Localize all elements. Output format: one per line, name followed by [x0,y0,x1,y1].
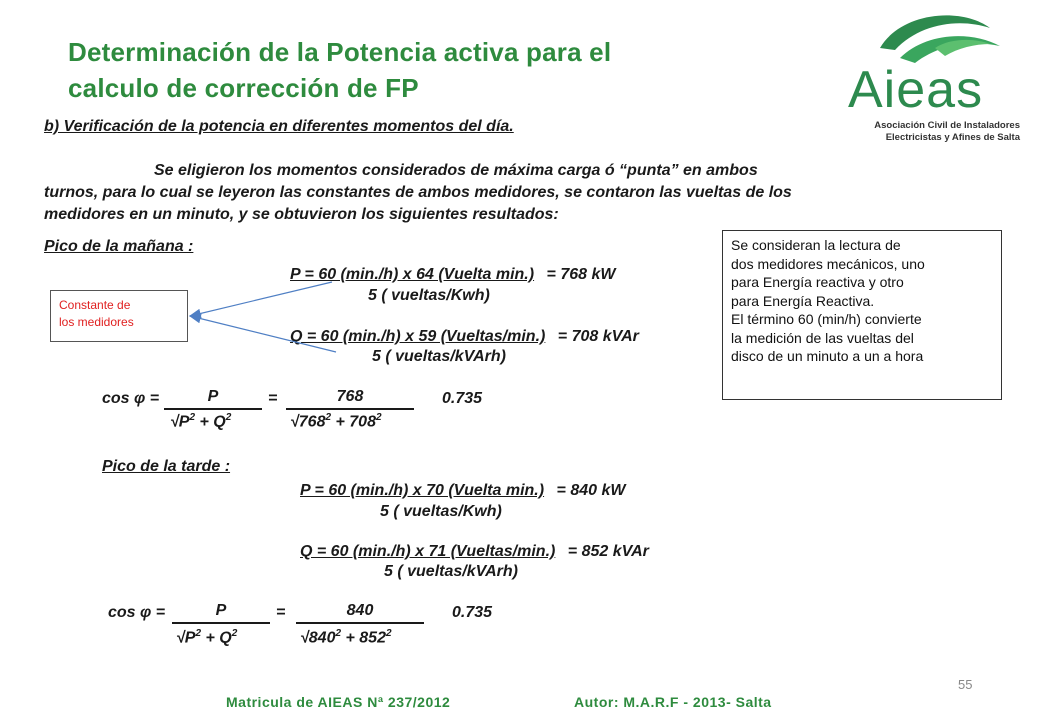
morning-cos-label: cos φ = [102,390,160,407]
callout-line: El término 60 (min/h) convierte [731,311,922,327]
arrow-to-q-constant [190,316,336,352]
morning-heading: Pico de la mañana : [44,238,194,255]
afternoon-cos-value: 840 [346,602,374,619]
constant-line: Constante de [59,298,131,312]
callout-line: dos medidores mecánicos, uno [731,255,925,272]
afternoon-q-result: = 852 kVAr [567,543,649,560]
morning-q-denominator: 5 ( vueltas/kVArh) [372,348,506,365]
morning-q-numerator: Q = 60 (min./h) x 59 (Vueltas/min.) [290,328,546,345]
morning-p-denominator: 5 ( vueltas/Kwh) [368,287,490,304]
afternoon-p-numerator: P = 60 (min./h) x 70 (Vuelta min.) [300,482,545,499]
title-line-2: calculo de corrección de FP [68,73,419,103]
section-b-heading: b) Verificación de la potencia en diferentes momentos del día. [44,118,514,135]
footer-registration: Matricula de AIEAS Nª 237/2012 [226,694,451,710]
morning-q-result: = 708 kVAr [557,328,639,345]
afternoon-p-denominator: 5 ( vueltas/Kwh) [380,503,502,520]
intro-paragraph: Se eligieron los momentos considerados de máxima carga ó “punta” en ambos turnos, para lo cual se leyeron las constantes de ambos medidores, se contaron las vueltas de los medidores en un minuto, y se obtuvieron los siguientes resultados: [44,162,792,223]
footer-author: Autor: M.A.R.F - 2013- Salta [574,694,772,710]
afternoon-cos-denominator-2: $√840^2 + 852^2$ [300,628,392,647]
constant-line: los medidores [59,315,134,329]
callout-line: para Energía reactiva y otro [731,274,904,290]
page-number: 55 [958,677,973,692]
title-line-1: Determinación de la Potencia activa para el [68,37,612,67]
afternoon-heading: Pico de la tarde : [102,458,231,475]
afternoon-q-numerator: Q = 60 (min./h) x 71 (Vueltas/min.) [300,543,556,560]
afternoon-q-denominator: 5 ( vueltas/kVArh) [384,563,518,580]
morning-p-numerator: P = 60 (min./h) x 64 (Vuelta min.) [290,266,535,283]
morning-cos-denominator-2: $√768^2 + 708^2$ [290,412,382,431]
callout-line: la medición de las vueltas del [731,329,914,346]
callout-line: para Energía Reactiva. [731,292,875,309]
morning-cos-value: 768 [336,388,364,405]
arrow-to-p-constant [190,282,332,316]
afternoon-cos-eq: = [276,604,286,621]
callout-line: disco de un minuto a un a hora [731,348,924,364]
afternoon-cos-result: 0.735 [452,604,493,621]
logo-subtitle-line-2: Electricistas y Afines de Salta [885,132,1020,143]
afternoon-p-result: = 840 kW [556,482,626,499]
callout-line: Se consideran la lectura de [731,237,901,253]
afternoon-cos-numerator: P [215,602,227,619]
logo-subtitle-line-1: Asociación Civil de Instaladores [874,120,1020,131]
morning-cos-result: 0.735 [442,390,483,407]
logo-wordmark: Aieas [848,61,984,119]
morning-cos-eq: = [268,390,278,407]
morning-cos-numerator: P [207,388,219,405]
morning-p-result: = 768 kW [546,266,616,283]
afternoon-cos-denominator-1: $√P^2 + Q^2$ [176,628,238,647]
morning-cos-denominator-1: $√P^2 + Q^2$ [170,412,232,431]
afternoon-cos-label: cos φ = [108,604,166,621]
